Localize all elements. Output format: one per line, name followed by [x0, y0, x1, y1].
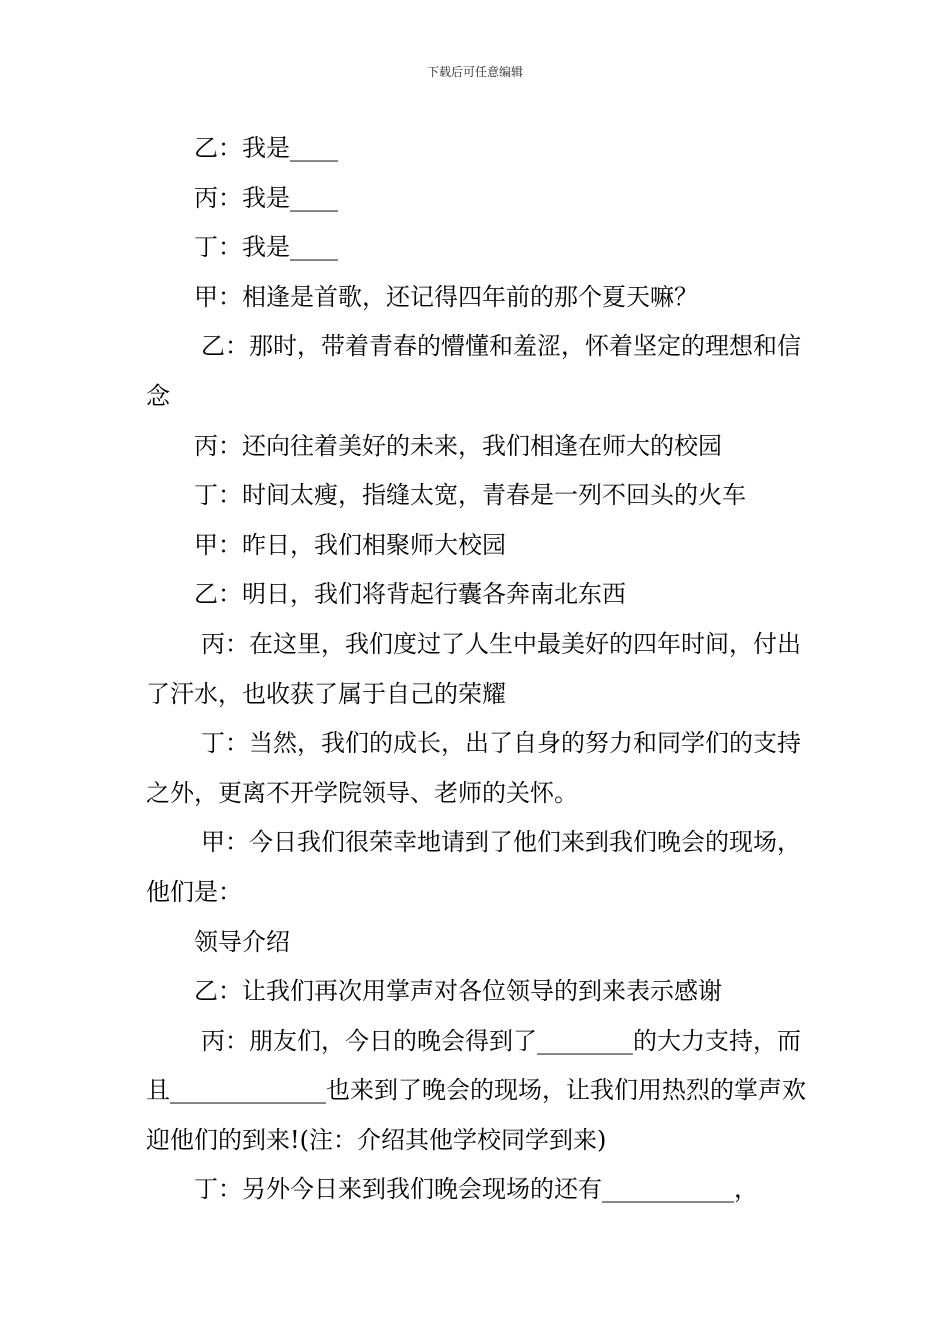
paragraph: 乙：让我们再次用掌声对各位领导的到来表示感谢: [194, 977, 722, 1006]
paragraph: 乙：我是____: [194, 134, 338, 162]
paragraph: 丙：我是____: [194, 183, 338, 212]
document-body: [146, 124, 816, 1215]
paragraph: 甲：相逢是首歌，还记得四年前的那个夏天嘛？: [194, 282, 698, 311]
paragraph: 丁：时间太瘦，指缝太宽，青春是一列不回头的火车: [194, 481, 746, 510]
paragraph: 丙：还向往着美好的未来，我们相逢在师大的校园: [194, 431, 722, 460]
paragraph: 领导介绍: [194, 927, 290, 956]
paragraph: 丁：当然，我们的成长，出了自身的努力和同学们的支持之外，更离不开学院领导、老师的关怀。: [146, 729, 801, 807]
paragraph: 乙：那时，带着青春的懵懂和羞涩，怀着坚定的理想和信念: [146, 332, 801, 410]
paragraph: 甲：昨日，我们相聚师大校园: [194, 530, 506, 559]
paragraph: 甲：今日我们很荣幸地请到了他们来到我们晚会的现场，他们是：: [146, 828, 801, 906]
paragraph: 乙：明日，我们将背起行囊各奔南北东西: [194, 580, 626, 609]
paragraph: 丙：在这里，我们度过了人生中最美好的四年时间，付出了汗水，也收获了属于自己的荣耀: [146, 629, 801, 708]
paragraph: 丙：朋友们，今日的晚会得到了________的大力支持，而且_____________也来到了晚会的现场，让我们用热烈的掌声欢迎他们的到来!(注：介绍其他学校同学到来): [146, 1026, 806, 1154]
paragraph: 丁：另外今日来到我们晚会现场的还有___________，: [194, 1175, 758, 1204]
page-header: 下载后可任意编辑: [426, 65, 523, 79]
paragraph: 丁：我是____: [194, 233, 338, 262]
